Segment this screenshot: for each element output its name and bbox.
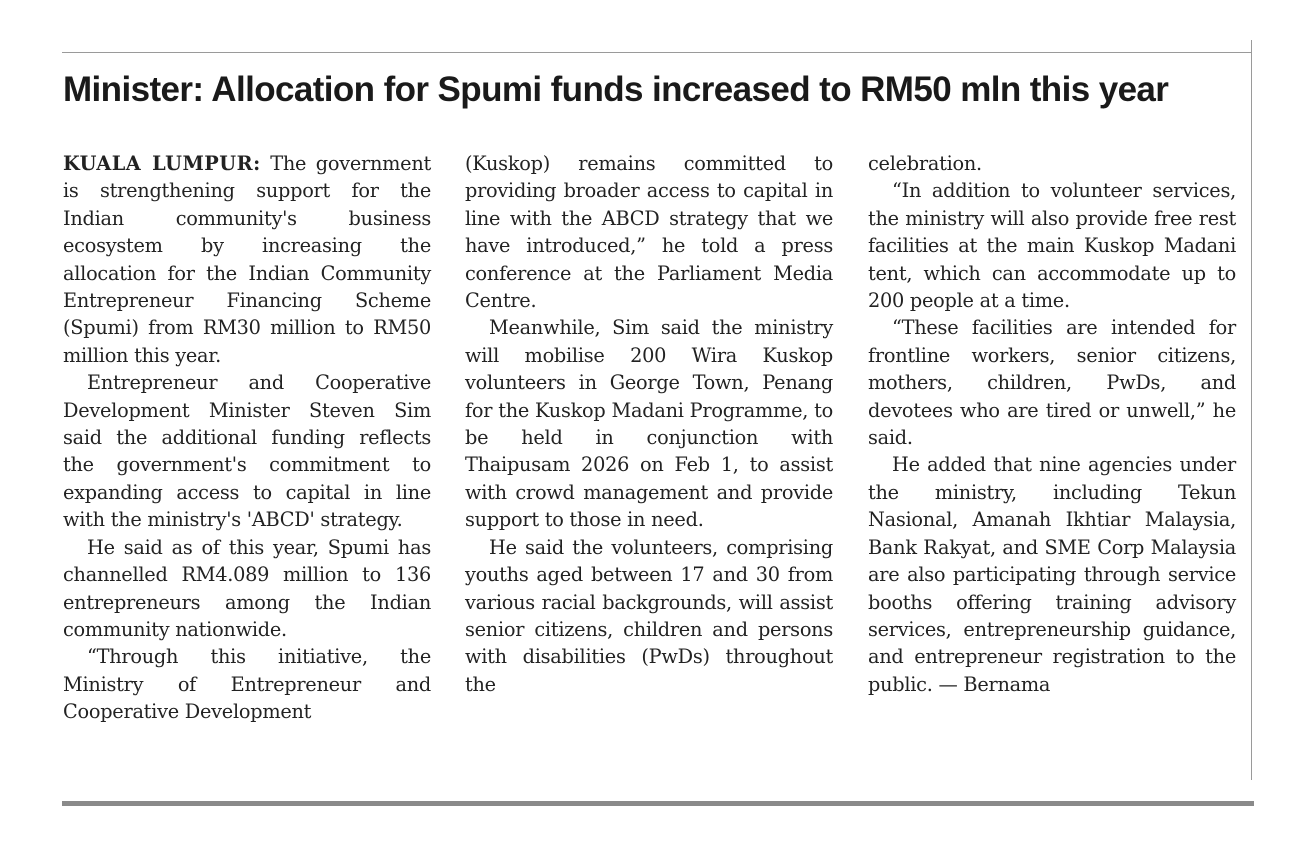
bottom-rule	[62, 801, 1254, 806]
article-column-3	[868, 150, 1236, 698]
paragraph: (Kuskop) remains committed to providing broader access to capital in line with the ABCD strategy that we have introduced,” he told a press conference at the Parliament Media Centre.	[465, 152, 833, 313]
paragraph-text: The government is strengthening support for the Indian community's business ecosystem by increasing the allocation for the Indian Community Entrepreneur Financing Scheme (Spumi) from RM30 million to RM50 million this year.	[63, 152, 431, 367]
paragraph: “In addition to volunteer services, the ministry will also provide free rest facilities at the main Kuskop Madani tent, which can accommodate up to 200 people at a time.	[868, 179, 1236, 313]
paragraph: He added that nine agencies under the ministry, including Tekun Nasional, Amanah Ikhtiar Malaysia, Bank Rakyat, and SME Corp Malaysia are also participating through service booths offering training advisory services, entrepreneurship guidance, and entrepreneur registration to the public. — Bernama	[868, 453, 1236, 696]
dateline: KUALA LUMPUR:	[63, 152, 261, 175]
article-column-2	[465, 150, 833, 698]
paragraph	[63, 150, 431, 369]
paragraph: He said as of this year, Spumi has channelled RM4.089 million to 136 entrepreneurs among the Indian community nationwide.	[63, 535, 431, 641]
article-column-1	[63, 150, 431, 726]
headline: Minister: Allocation for Spumi funds increased to RM50 mln this year	[63, 70, 1169, 109]
top-rule	[62, 52, 1252, 53]
paragraph: “These facilities are intended for frontline workers, senior citizens, mothers, children, PwDs, and devotees who are tired or unwell,” he said.	[868, 316, 1236, 450]
paragraph: celebration.	[868, 152, 982, 175]
paragraph: “Through this initiative, the Ministry of Entrepreneur and Cooperative Development	[63, 645, 431, 724]
paragraph: Entrepreneur and Cooperative Development Minister Steven Sim said the additional funding reflects the government's commitment to expanding access to capital in line with the ministry's 'ABCD' strategy.	[63, 371, 431, 532]
paragraph: Meanwhile, Sim said the ministry will mobilise 200 Wira Kuskop volunteers in George Town, Penang for the Kuskop Madani Programme, to be held in conjunction with Thaipusam 2026 on Feb 1, to assist with crowd management and provide support to those in need.	[465, 316, 833, 532]
right-rule	[1251, 40, 1252, 780]
paragraph: He said the volunteers, comprising youths aged between 17 and 30 from various racial backgrounds, will assist senior citizens, children and persons with disabilities (PwDs) throughout the	[465, 535, 833, 696]
